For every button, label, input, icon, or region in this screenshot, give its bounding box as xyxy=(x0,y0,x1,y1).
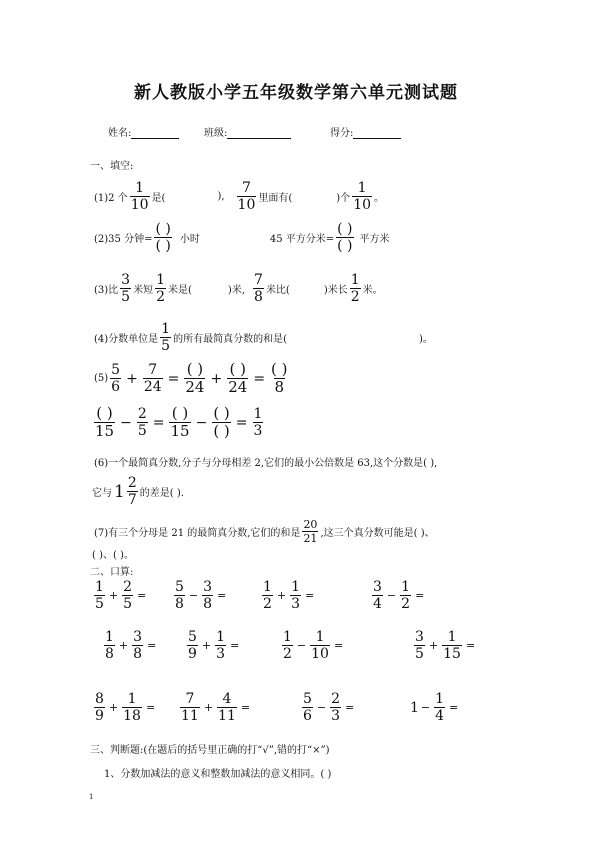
question-7-line-2: ( )、( )。 xyxy=(92,550,134,561)
question-4: (4)分数单位是 $\frac{1}{5}$ 的所有最简真分数的和是( )。 xyxy=(94,321,433,354)
question-7: (7)有三个分母是 21 的最简真分数,它们的和是 $\frac{20}{21}$ ,这三个真分数可能是( )、 xyxy=(94,518,435,545)
fraction-1-10: $\frac{1}{10}$ xyxy=(353,180,372,213)
fraction-7-8: $\frac{7}{8}$ xyxy=(254,272,263,305)
class-blank xyxy=(227,127,291,139)
judge-question-1: 1、分数加减法的意义和整数加减法的意义相同。( ) xyxy=(104,769,332,780)
oral-item: $\frac{1}{2}$ − $\frac{1}{10}$ = xyxy=(283,629,344,662)
section-oral-heading: 二、口算: xyxy=(90,567,134,578)
page-number: 1 xyxy=(89,793,94,801)
fraction-1-10: $\frac{1}{10}$ xyxy=(130,180,149,213)
question-3: (3)比 $\frac{3}{5}$ 米短 $\frac{1}{2}$ 米是( )米, $\frac{7}{8}$ 米比( )米长 $\frac{1}{2}$ 米。 xyxy=(94,272,383,305)
fraction-7-10: $\frac{7}{10}$ xyxy=(237,180,256,213)
oral-item: $\frac{7}{11}$ + $\frac{4}{11}$ = xyxy=(181,691,251,724)
question-1: (1)2 个 $\frac{1}{10}$ 是( ), $\frac{7}{10}$ 里面有( )个 $\frac{1}{10}$ 。 xyxy=(94,180,385,213)
score-blank xyxy=(353,127,401,139)
question-5: (5) $\frac{5}{6}$ + $\frac{7}{24}$ = $\frac{( )}{24}$ + $\frac{( )}{24}$ = $\frac{( )}{8}$ xyxy=(94,360,288,396)
fraction-1-5: $\frac{1}{5}$ xyxy=(161,321,171,354)
class-label: 班级: xyxy=(204,128,228,139)
section-fill-heading: 一、填空: xyxy=(90,161,134,172)
oral-item: $\frac{3}{4}$ − $\frac{1}{2}$ = xyxy=(373,579,425,612)
oral-item: $\frac{3}{5}$ + $\frac{1}{15}$ = xyxy=(415,629,476,662)
oral-item: 1 − $\frac{1}{4}$ = xyxy=(410,691,459,724)
score-label: 得分: xyxy=(330,128,354,139)
oral-item: $\frac{5}{8}$ − $\frac{3}{8}$ = xyxy=(175,579,227,612)
name-label: 姓名: xyxy=(108,128,132,139)
question-2: (2)35 分钟= $\frac{( )}{( )}$ 小时 45 平方分米= $\frac{( )}{( )}$ 平方米 xyxy=(94,221,390,254)
fraction-blank: $\frac{( )}{( )}$ xyxy=(155,221,171,254)
section-judge-heading: 三、判断题:(在题后的括号里正确的打“√”,错的打“×”) xyxy=(90,745,330,756)
oral-item: $\frac{5}{9}$ + $\frac{1}{3}$ = xyxy=(188,629,240,662)
name-blank xyxy=(131,127,179,139)
fraction-1-2: $\frac{1}{2}$ xyxy=(156,272,166,305)
oral-item: $\frac{8}{9}$ + $\frac{1}{18}$ = xyxy=(95,691,156,724)
class-field xyxy=(204,124,291,139)
question-6: (6)一个最简真分数,分子与分母相差 2,它们的最小公倍数是 63,这个分数是( ), xyxy=(94,458,438,469)
fraction-3-5: $\frac{3}{5}$ xyxy=(121,272,131,305)
oral-item: $\frac{1}{2}$ + $\frac{1}{3}$ = xyxy=(263,579,315,612)
name-field xyxy=(108,124,179,139)
oral-item: $\frac{1}{8}$ + $\frac{3}{8}$ = xyxy=(105,629,157,662)
score-field xyxy=(330,124,401,139)
oral-item: $\frac{1}{5}$ + $\frac{2}{5}$ = xyxy=(95,579,147,612)
question-6-line-2: 它与 1 $\frac{2}{7}$ 的差是( ). xyxy=(92,475,184,508)
fraction-blank: $\frac{( )}{( )}$ xyxy=(337,221,353,254)
question-5-line-2: $\frac{( )}{15}$ − $\frac{2}{5}$ = $\frac{( )}{15}$ − $\frac{( )}{( )}$ = $\frac{1}{3}$ xyxy=(95,404,263,440)
oral-item: $\frac{5}{6}$ − $\frac{2}{3}$ = xyxy=(303,691,355,724)
fraction-1-2: $\frac{1}{2}$ xyxy=(350,272,360,305)
page-title: 新人教版小学五年级数学第六单元测试题 xyxy=(134,83,458,103)
